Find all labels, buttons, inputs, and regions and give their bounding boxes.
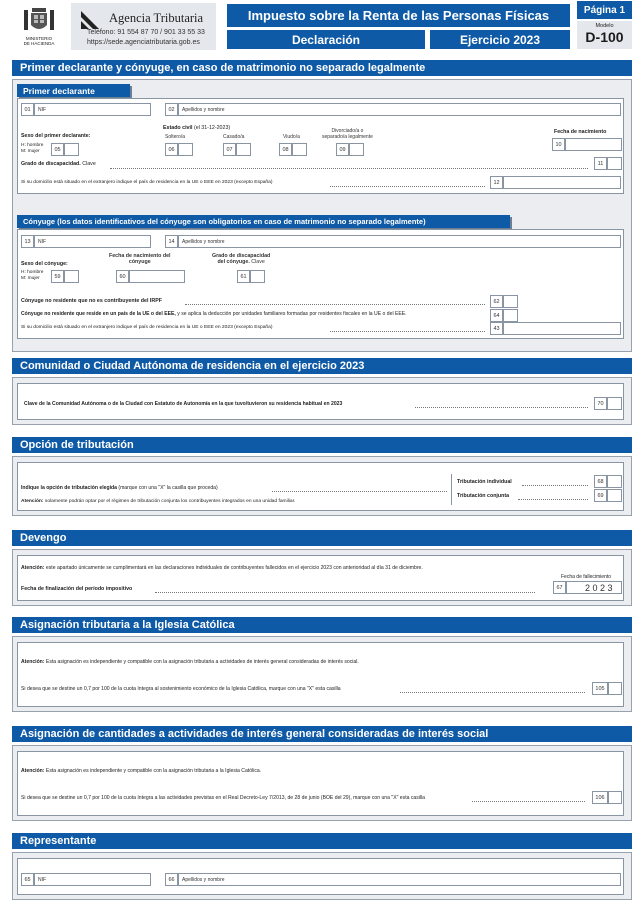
conyuge-name-field[interactable]: Apellidos y nombre bbox=[178, 235, 621, 248]
conyuge-domicilio-input[interactable] bbox=[503, 322, 621, 335]
domicilio-input[interactable] bbox=[503, 176, 621, 189]
tributacion-indique-rest: (marque con una "X" la casilla que proceda) bbox=[116, 485, 218, 491]
soltero-checkbox[interactable] bbox=[178, 143, 193, 156]
discapacidad-label bbox=[21, 161, 96, 167]
individual-checkbox[interactable] bbox=[607, 475, 622, 488]
casilla-12: 12 bbox=[490, 176, 503, 189]
section-devengo-title: Devengo bbox=[12, 530, 632, 546]
conyuge-sexo-label: Sexo del cónyuge: bbox=[21, 261, 68, 267]
year-label: Ejercicio 2023 bbox=[430, 30, 570, 49]
casilla-60: 60 bbox=[116, 270, 129, 283]
individual-dots bbox=[522, 485, 588, 486]
modelo-code: D-100 bbox=[585, 29, 624, 45]
interes-atencion bbox=[21, 768, 261, 774]
domicilio-label: Si su domicilio está situado en el extranjero indique el país de residencia en la UE o EEE en 2023 (excepto España) bbox=[21, 180, 273, 185]
casilla-07: 07 bbox=[223, 143, 236, 156]
casilla-14: 14 bbox=[165, 235, 178, 248]
fecha-nacimiento-label: Fecha de nacimiento bbox=[554, 129, 607, 135]
casilla-69: 69 bbox=[594, 489, 607, 502]
conjunta-label: Tributación conjunta bbox=[457, 493, 510, 499]
casilla-105: 105 bbox=[592, 682, 608, 695]
discapacidad-dots bbox=[110, 168, 588, 169]
casilla-06: 06 bbox=[165, 143, 178, 156]
agency-logo-icon bbox=[79, 9, 101, 31]
conyuge-disc-clave: Clave bbox=[249, 259, 265, 265]
tributacion-atencion-bold: Atención: bbox=[21, 499, 44, 504]
name-field[interactable]: Apellidos y nombre bbox=[178, 103, 621, 116]
conyuge-disc-line1: Grado de discapacidad bbox=[212, 253, 271, 259]
section-interes-social-title: Asignación de cantidades a actividades de interés general consideradas de interés social bbox=[12, 726, 632, 742]
ministry-line1: MINISTERIO bbox=[25, 36, 53, 41]
iglesia-dots bbox=[400, 692, 585, 693]
no-residente-ue-bold: Cónyuge no residente que reside en un país de la UE o del EEE, bbox=[21, 311, 176, 317]
declaration-label: Declaración bbox=[227, 30, 425, 49]
sexo-h: H: hombre bbox=[21, 143, 44, 148]
tributacion-atencion-text: solamente podrán optar por el régimen de tributación conjunta los contribuyentes integrados en una unidad familiar. bbox=[43, 499, 296, 504]
sexo-m: M: mujer bbox=[21, 149, 40, 154]
conyuge-disc-label bbox=[212, 253, 270, 265]
casado-checkbox[interactable] bbox=[236, 143, 251, 156]
interes-atencion-bold: Atención: bbox=[21, 768, 45, 774]
form-title: Impuesto sobre la Renta de las Personas Físicas bbox=[227, 4, 570, 27]
casilla-10: 10 bbox=[552, 138, 565, 151]
no-residente-ue-checkbox[interactable] bbox=[503, 309, 518, 322]
iglesia-atencion bbox=[21, 659, 359, 665]
section-tributacion-title: Opción de tributación bbox=[12, 437, 632, 453]
conyuge-disc-line2: del cónyuge. bbox=[217, 259, 250, 265]
fecha-nacimiento-input[interactable] bbox=[565, 138, 622, 151]
fecha-fallecimiento-input[interactable]: 2023 bbox=[566, 581, 622, 594]
casilla-02: 02 bbox=[165, 103, 178, 116]
iglesia-label: Si desea que se destine un 0,7 por 100 de la cuota íntegra al sostenimiento económico de la Iglesia Católica, marque con una "X" esta casilla bbox=[21, 686, 341, 692]
casilla-65: 65 bbox=[21, 873, 34, 886]
iglesia-box bbox=[17, 642, 624, 707]
casilla-11: 11 bbox=[594, 157, 607, 170]
conyuge-sexo-input[interactable] bbox=[64, 270, 79, 283]
comunidad-label: Clave de la Comunidad Autónoma o de la Ciudad con Estatuto de Autonomía en la que tuvo/tuvieron su residencia habitual en 2023 bbox=[24, 401, 343, 407]
interes-social-box bbox=[17, 751, 624, 816]
viudo-checkbox[interactable] bbox=[292, 143, 307, 156]
casilla-05: 05 bbox=[51, 143, 64, 156]
casilla-106: 106 bbox=[592, 791, 608, 804]
casilla-59: 59 bbox=[51, 270, 64, 283]
conyuge-fecha-line2: cónyuge bbox=[128, 259, 151, 265]
comunidad-dots bbox=[415, 407, 588, 408]
section-declarantes-title: Primer declarante y cónyuge, en caso de matrimonio no separado legalmente bbox=[12, 60, 632, 76]
fecha-fallecimiento-label: Fecha de fallecimiento bbox=[561, 574, 612, 580]
domicilio-dots bbox=[330, 186, 485, 187]
divorciado-line1: Divorciado/a o bbox=[331, 128, 364, 134]
conyuge-disc-input[interactable] bbox=[250, 270, 265, 283]
sexo-label: Sexo del primer declarante: bbox=[21, 133, 91, 139]
casilla-13: 13 bbox=[21, 235, 34, 248]
conjunta-checkbox[interactable] bbox=[607, 489, 622, 502]
casilla-67: 67 bbox=[553, 581, 566, 594]
casilla-61: 61 bbox=[237, 270, 250, 283]
casilla-70: 70 bbox=[594, 397, 607, 410]
estado-civil-date: (el 31-12-2023) bbox=[193, 125, 231, 131]
no-residente-ue-label bbox=[21, 311, 407, 317]
casado-label: Casado/a bbox=[223, 134, 245, 140]
conyuge-fecha-line1: Fecha de nacimiento del bbox=[109, 253, 171, 259]
casilla-62: 62 bbox=[490, 295, 503, 308]
interes-dots bbox=[472, 801, 585, 802]
conyuge-sexo-h: H: hombre bbox=[21, 270, 44, 275]
conyuge-domicilio-dots bbox=[330, 331, 485, 332]
tributacion-divider bbox=[451, 474, 452, 505]
ministry-logo bbox=[18, 4, 60, 48]
interes-checkbox[interactable] bbox=[608, 791, 622, 804]
devengo-atencion-bold: Atención: bbox=[21, 565, 45, 571]
representante-name-field[interactable]: Apellidos y nombre bbox=[178, 873, 621, 886]
divorciado-checkbox[interactable] bbox=[349, 143, 364, 156]
tributacion-indique bbox=[21, 485, 218, 491]
casilla-43: 43 bbox=[490, 322, 503, 335]
devengo-dots bbox=[155, 592, 535, 593]
modelo-label: Modelo bbox=[595, 23, 614, 29]
tributacion-indique-bold: Indique la opción de tributación elegida bbox=[21, 485, 117, 491]
interes-atencion-text: Esta asignación es independiente y compatible con la asignación tributaria a la Iglesia Católica. bbox=[44, 768, 262, 774]
section-representante-title: Representante bbox=[12, 833, 632, 849]
ministry-line2: DE HACIENDA bbox=[23, 41, 55, 46]
iglesia-atencion-bold: Atención: bbox=[21, 659, 45, 665]
devengo-atencion-text: este apartado únicamente se cumplimentará en las declaraciones individuales de contribuyentes fallecidos en el ejercicio 2023 con anterioridad al día 31 de diciembre. bbox=[44, 565, 423, 571]
modelo-box bbox=[577, 21, 632, 49]
page-label: Página 1 bbox=[577, 1, 632, 19]
conyuge-title: Cónyuge (los datos identificativos del cónyuge son obligatorios en caso de matrimonio no separado legalmente) bbox=[17, 215, 510, 228]
devengo-fecha-label: Fecha de finalización del período impositivo bbox=[21, 586, 133, 592]
interes-label: Si desea que se destine un 0,7 por 100 de la cuota íntegra a las actividades previstas en el Real Decreto-Ley 7/2013, de 28 de junio (BOE del 29), marque con una "X" esta casilla bbox=[21, 795, 426, 801]
tributacion-dots bbox=[272, 491, 447, 492]
primer-declarante-title: Primer declarante bbox=[17, 84, 130, 97]
conyuge-nif-field[interactable]: NIF bbox=[34, 235, 151, 248]
iglesia-atencion-text: Esta asignación es independiente y compatible con la asignación tributaria a actividades de interés general consideradas de interés social. bbox=[44, 659, 359, 665]
estado-civil-label bbox=[163, 125, 230, 131]
viudo-label: Viudo/a bbox=[283, 134, 300, 140]
conyuge-fecha-input[interactable] bbox=[129, 270, 185, 283]
coat-of-arms-icon bbox=[18, 4, 60, 34]
section-iglesia-title: Asignación tributaria a la Iglesia Católica bbox=[12, 617, 632, 633]
discapacidad-input[interactable] bbox=[607, 157, 622, 170]
divorciado-label bbox=[322, 128, 373, 140]
discapacidad-bold: Grado de discapacidad. bbox=[21, 161, 81, 167]
casilla-08: 08 bbox=[279, 143, 292, 156]
devengo-box bbox=[17, 555, 624, 601]
agency-phone: Teléfono: 91 554 87 70 / 901 33 55 33 bbox=[87, 29, 205, 36]
tributacion-atencion bbox=[21, 499, 295, 504]
conyuge-sexo-m: M: mujer bbox=[21, 276, 40, 281]
no-residente-irpf-checkbox[interactable] bbox=[503, 295, 518, 308]
casilla-68: 68 bbox=[594, 475, 607, 488]
divorciado-line2: separado/a legalmente bbox=[322, 134, 373, 140]
casilla-01: 01 bbox=[21, 103, 34, 116]
agency-name: Agencia Tributaria bbox=[109, 11, 204, 25]
devengo-atencion bbox=[21, 565, 423, 571]
iglesia-checkbox[interactable] bbox=[608, 682, 622, 695]
nif-field[interactable]: NIF bbox=[34, 103, 151, 116]
comunidad-input[interactable] bbox=[607, 397, 622, 410]
agency-website[interactable]: https://sede.agenciatributaria.gob.es bbox=[87, 39, 200, 46]
no-residente-ue-rest: y se aplica la deducción por unidades familiares formadas por residentes fiscales en la UE o del EEE. bbox=[175, 311, 407, 317]
casilla-09: 09 bbox=[336, 143, 349, 156]
individual-label: Tributación individual bbox=[457, 479, 512, 485]
conjunta-dots bbox=[518, 499, 588, 500]
estado-civil-title: Estado civil bbox=[163, 125, 193, 131]
soltero-label: Soltero/a bbox=[165, 134, 186, 140]
conyuge-domicilio-label: Si su domicilio está situado en el extranjero indique el país de residencia en la UE o EEE en 2023 (excepto España) bbox=[21, 325, 273, 330]
conyuge-fecha-label bbox=[109, 253, 171, 265]
no-residente-irpf-dots bbox=[185, 304, 485, 305]
casilla-64: 64 bbox=[490, 309, 503, 322]
no-residente-irpf-label: Cónyuge no residente que no es contribuyente del IRPF bbox=[21, 298, 162, 304]
casilla-66: 66 bbox=[165, 873, 178, 886]
representante-nif-field[interactable]: NIF bbox=[34, 873, 151, 886]
section-comunidad-title: Comunidad o Ciudad Autónoma de residencia en el ejercicio 2023 bbox=[12, 358, 632, 374]
agency-box bbox=[71, 3, 216, 50]
sexo-input[interactable] bbox=[64, 143, 79, 156]
discapacidad-clave: Clave bbox=[80, 161, 96, 167]
